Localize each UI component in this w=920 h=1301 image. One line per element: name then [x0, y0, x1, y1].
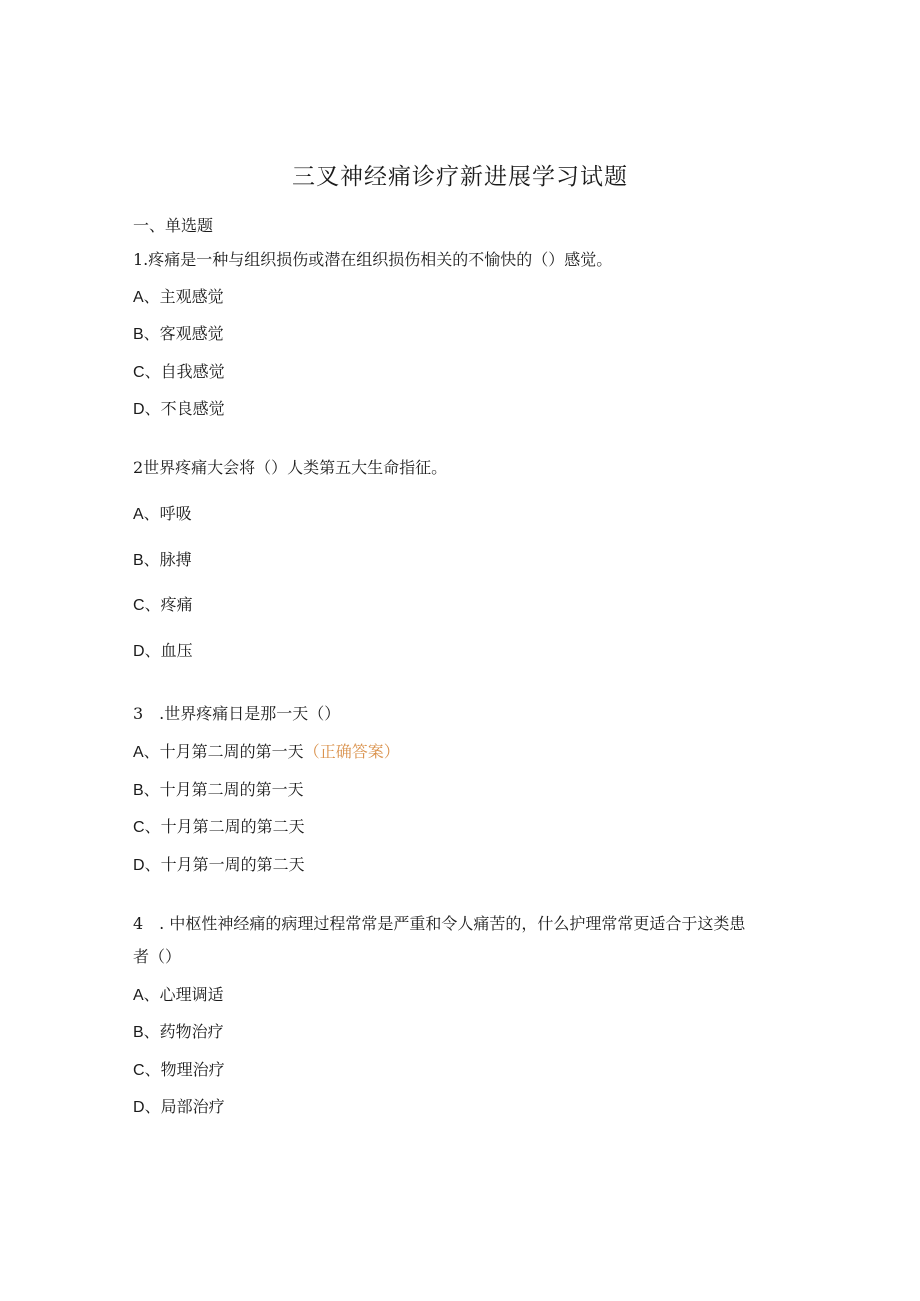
- option-text: 、局部治疗: [144, 1097, 225, 1116]
- option-letter: D: [133, 857, 145, 874]
- option-letter: A: [133, 987, 144, 1004]
- option-letter: B: [133, 326, 144, 343]
- option-letter: B: [133, 552, 144, 569]
- option-text: 、十月第二周的第一天: [143, 780, 304, 799]
- question-2-option-b[interactable]: [133, 548, 192, 573]
- option-text: 、十月第一周的第二天: [144, 855, 305, 874]
- question-3-option-b[interactable]: [133, 778, 304, 803]
- question-4-option-d[interactable]: [133, 1095, 225, 1120]
- option-letter: C: [133, 597, 145, 614]
- option-letter: C: [133, 819, 145, 836]
- option-text: 、疼痛: [144, 595, 193, 614]
- question-4-option-b[interactable]: [133, 1020, 224, 1045]
- section-heading: 一、单选题: [133, 216, 214, 235]
- question-3-prompt: 3 .世界疼痛日是那一天（）: [133, 704, 341, 723]
- question-1-option-d[interactable]: [133, 397, 225, 422]
- question-2-option-d[interactable]: [133, 639, 193, 664]
- option-letter: C: [133, 364, 145, 381]
- question-2-prompt: 2世界疼痛大会将（）人类第五大生命指征。: [133, 458, 448, 477]
- option-text: 、不良感觉: [144, 399, 225, 418]
- option-letter: A: [133, 289, 144, 306]
- option-letter: B: [133, 1024, 144, 1041]
- question-2-option-a[interactable]: [133, 502, 192, 527]
- option-text: 、呼吸: [143, 504, 192, 523]
- question-4-prompt-line-1: 4 . 中枢性神经痛的病理过程常常是严重和令人痛苦的，什么护理常常更适合于这类患: [133, 914, 746, 933]
- option-letter: D: [133, 401, 145, 418]
- question-3-option-c[interactable]: [133, 815, 305, 840]
- option-text: 、客观感觉: [143, 324, 224, 343]
- question-4-prompt-line-2: 者（）: [133, 947, 182, 966]
- question-1-prompt: 1.疼痛是一种与组织损伤或潜在组织损伤相关的不愉快的（）感觉。: [133, 250, 613, 269]
- option-letter: A: [133, 744, 144, 761]
- option-text: 、自我感觉: [144, 362, 225, 381]
- option-text: 、药物治疗: [143, 1022, 224, 1041]
- option-text: 、主观感觉: [143, 287, 224, 306]
- option-text: 、物理治疗: [144, 1060, 225, 1079]
- option-letter: C: [133, 1062, 145, 1079]
- option-text: 、脉搏: [143, 550, 192, 569]
- question-1-option-c[interactable]: [133, 360, 225, 385]
- page-title: 三叉神经痛诊疗新进展学习试题: [292, 164, 628, 190]
- option-text: 、十月第二周的第一天: [143, 742, 304, 761]
- option-letter: D: [133, 1099, 145, 1116]
- question-1-option-b[interactable]: [133, 322, 224, 347]
- question-4-option-a[interactable]: [133, 983, 224, 1008]
- question-3-option-a[interactable]: [133, 740, 400, 765]
- option-letter: A: [133, 506, 144, 523]
- question-2-option-c[interactable]: [133, 593, 193, 618]
- question-1-option-a[interactable]: [133, 285, 224, 310]
- option-letter: B: [133, 782, 144, 799]
- question-4-option-c[interactable]: [133, 1058, 225, 1083]
- correct-answer-note: （正确答案）: [303, 742, 400, 761]
- option-letter: D: [133, 643, 145, 660]
- option-text: 、十月第二周的第二天: [144, 817, 305, 836]
- option-text: 、血压: [144, 641, 193, 660]
- option-text: 、心理调适: [143, 985, 224, 1004]
- question-3-option-d[interactable]: [133, 853, 305, 878]
